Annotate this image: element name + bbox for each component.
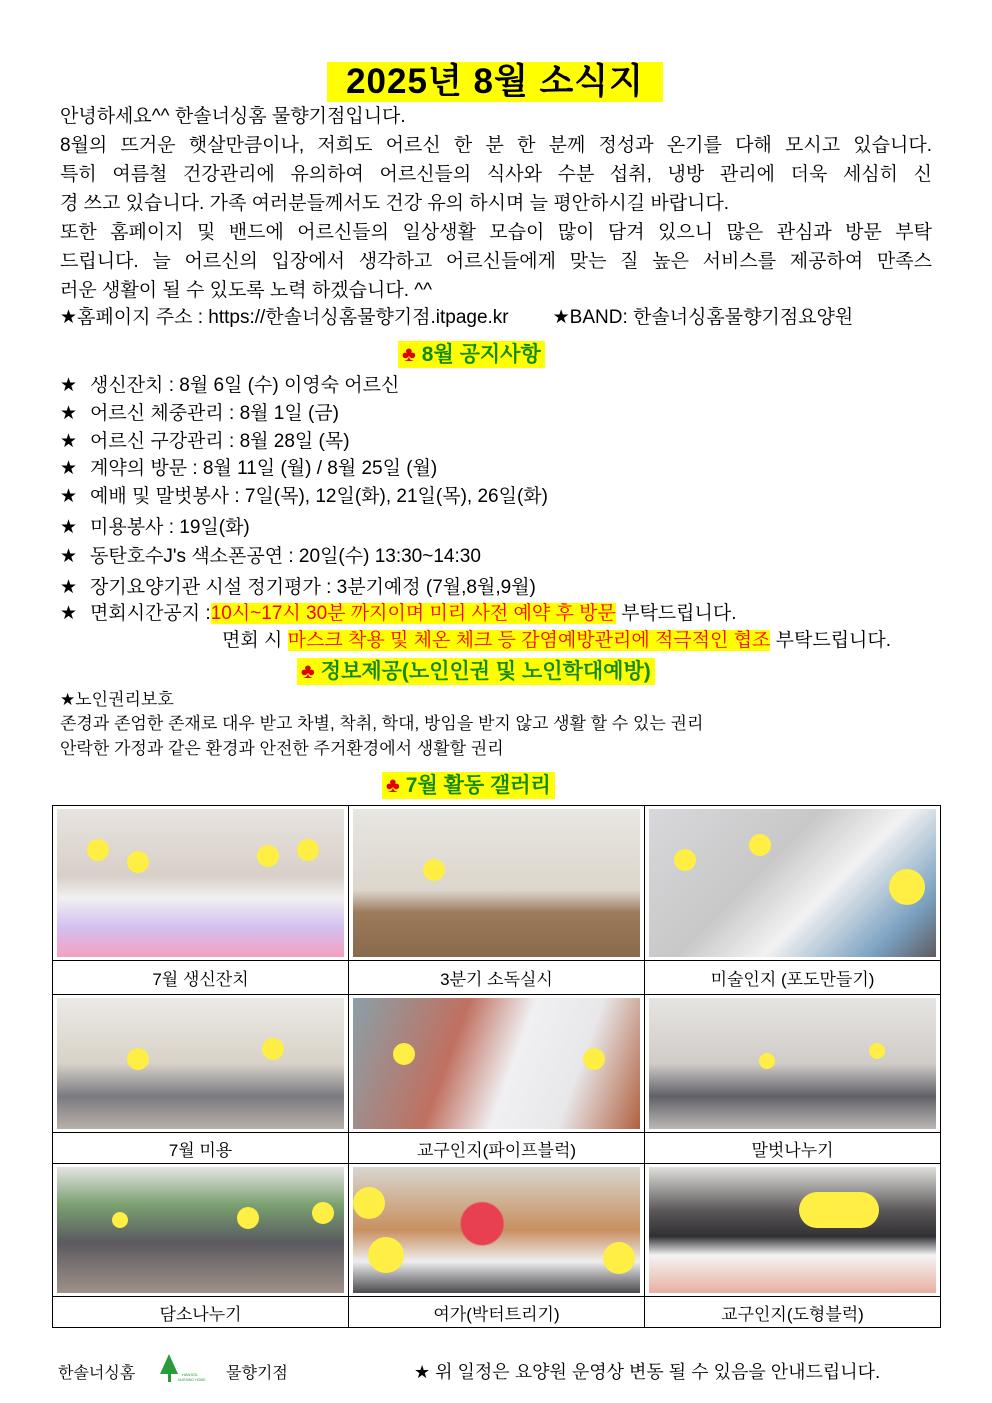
star-icon: ★ bbox=[60, 403, 78, 424]
gallery-caption: 여가(박터트리기) bbox=[349, 1297, 645, 1328]
gallery-caption: 교구인지(파이프블럭) bbox=[349, 1133, 645, 1164]
intro-line: 러운 생활이 될 수 있도록 노력 하겠습니다. ^^ bbox=[60, 280, 433, 301]
footer-note: ★ 위 일정은 요양원 운영상 변동 될 수 있음을 안내드립니다. bbox=[414, 1362, 881, 1382]
star-icon: ★ bbox=[60, 431, 78, 452]
notice-item: ★ 장기요양기관 시설 정기평가 : 3분기예정 (7월,8월,9월) bbox=[60, 575, 536, 601]
gallery-photo[interactable] bbox=[353, 1167, 640, 1293]
gallery-photo[interactable] bbox=[649, 1167, 936, 1293]
gallery-caption: 7월 미용 bbox=[53, 1133, 349, 1164]
star-icon: ★ bbox=[60, 603, 78, 624]
gallery-caption: 교구인지(도형블럭) bbox=[645, 1297, 941, 1328]
notice-item: ★ 동탄호수J's 색소폰공연 : 20일(수) 13:30~14:30 bbox=[60, 544, 481, 570]
star-icon: ★ bbox=[60, 546, 78, 567]
intro-line: 안녕하세요^^ 한솔너싱홈 물향기점입니다. bbox=[60, 106, 406, 127]
gallery-caption: 7월 생신잔치 bbox=[53, 961, 349, 995]
star-icon: ★ bbox=[60, 375, 78, 396]
intro-line: 특히 여름철 건강관리에 유의하여 어르신들의 식사와 수분 섭취, 냉방 관리에 더욱 세심히 신 bbox=[60, 164, 932, 185]
notice-visit-2: 면회 시 마스크 착용 및 체온 체크 등 감염예방관리에 적극적인 협조 부탁드립니다. bbox=[222, 630, 892, 651]
star-icon: ★ bbox=[60, 517, 78, 538]
gallery-section-title: ♣ 7월 활동 갤러리 bbox=[382, 772, 555, 799]
svg-text:NURSING HOME: NURSING HOME bbox=[178, 1378, 206, 1382]
notice-visit: ★ 면회시간공지 :10시~17시 30분 까지이며 미리 사전 예약 후 방문 부탁드립니다. bbox=[60, 601, 737, 627]
gallery-photo[interactable] bbox=[649, 809, 936, 957]
star-icon: ★ bbox=[60, 458, 78, 479]
gallery-photo[interactable] bbox=[649, 998, 936, 1129]
intro-paragraph bbox=[60, 102, 932, 305]
homepage-link[interactable]: ★홈페이지 주소 : https://한솔너싱홈물향기점.itpage.kr bbox=[60, 307, 509, 328]
intro-line: 경 쓰고 있습니다. 가족 여러분들께서도 건강 유의 하시며 늘 평안하시길 바랍니다. bbox=[60, 193, 730, 214]
notice-item: ★ 생신잔치 : 8월 6일 (수) 이영숙 어르신 bbox=[60, 373, 399, 399]
svg-text:HANSOL: HANSOL bbox=[182, 1372, 199, 1377]
gallery-photo[interactable] bbox=[353, 998, 640, 1129]
gallery-caption: 담소나누기 bbox=[53, 1297, 349, 1328]
star-icon: ★ bbox=[60, 486, 78, 507]
contact-links bbox=[60, 304, 853, 332]
gallery-photo[interactable] bbox=[57, 809, 344, 957]
tree-logo-icon bbox=[156, 1352, 206, 1384]
gallery-caption: 미술인지 (포도만들기) bbox=[645, 961, 941, 995]
notice-item: ★ 어르신 체중관리 : 8월 1일 (금) bbox=[60, 401, 339, 427]
footer-org: 한솔너싱홈 bbox=[58, 1365, 136, 1382]
rights-heading: ★노인권리보호 bbox=[60, 690, 174, 709]
club-icon: ♣ bbox=[402, 343, 416, 366]
page-title: 2025년 8월 소식지 bbox=[327, 62, 663, 102]
notice-item: ★ 계약의 방문 : 8월 11일 (월) / 8월 25일 (월) bbox=[60, 456, 437, 482]
gallery-table bbox=[52, 805, 941, 1328]
notice-item: ★ 미용봉사 : 19일(화) bbox=[60, 515, 250, 541]
info-section-title: ♣ 정보제공(노인인권 및 노인학대예방) bbox=[297, 658, 655, 685]
rights-line: 안락한 가정과 같은 환경과 안전한 주거환경에서 생활할 권리 bbox=[60, 739, 504, 758]
notice-item: ★ 예배 및 말벗봉사 : 7일(목), 12일(화), 21일(목), 26일(화) bbox=[60, 484, 548, 510]
intro-line: 드립니다. 늘 어르신의 입장에서 생각하고 어르신들에게 맞는 질 높은 서비스를 제공하여 만족스 bbox=[60, 251, 932, 272]
footer-branch: 물향기점 bbox=[226, 1365, 288, 1382]
intro-line: 8월의 뜨거운 햇살만큼이나, 저희도 어르신 한 분 한 분께 정성과 온기를 다해 모시고 있습니다. bbox=[60, 135, 932, 156]
club-icon: ♣ bbox=[386, 774, 400, 797]
gallery-caption: 말벗나누기 bbox=[645, 1133, 941, 1164]
notice-section-title: ♣ 8월 공지사항 bbox=[398, 341, 545, 368]
gallery-photo[interactable] bbox=[353, 809, 640, 957]
notice-item: ★ 어르신 구강관리 : 8월 28일 (목) bbox=[60, 429, 350, 455]
rights-line: 존경과 존엄한 존재로 대우 받고 차별, 착취, 학대, 방임을 받지 않고 생활 할 수 있는 권리 bbox=[60, 714, 704, 733]
gallery-photo[interactable] bbox=[57, 1167, 344, 1293]
club-icon: ♣ bbox=[301, 660, 315, 683]
gallery-photo[interactable] bbox=[57, 998, 344, 1129]
band-link[interactable]: ★BAND: 한솔너싱홈물향기점요양원 bbox=[552, 307, 854, 328]
gallery-caption: 3분기 소독실시 bbox=[349, 961, 645, 995]
intro-line: 또한 홈페이지 및 밴드에 어르신들의 일상생활 모습이 많이 담겨 있으니 많은 관심과 방문 부탁 bbox=[60, 222, 932, 243]
star-icon: ★ bbox=[60, 577, 78, 598]
